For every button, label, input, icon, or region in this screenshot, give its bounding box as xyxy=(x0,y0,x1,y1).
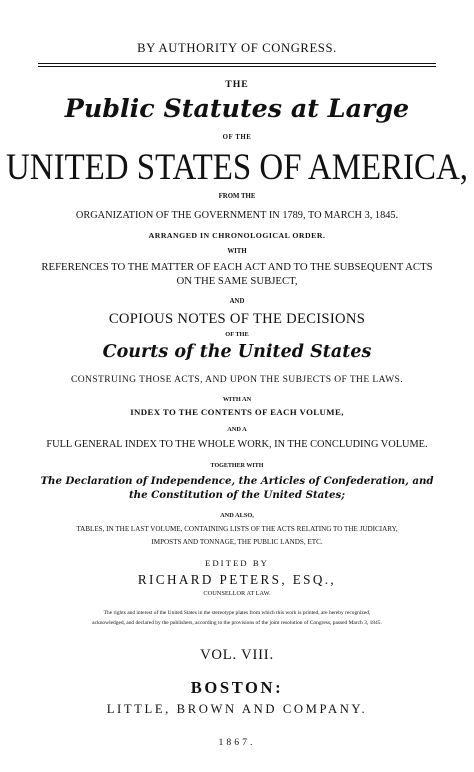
publisher-line: LITTLE, BROWN AND COMPANY. xyxy=(106,702,368,716)
rights-line-2: acknowledged, and declared by the publishers, according to the provisions of the joint resolution of Congress, passed March 3, 1845. xyxy=(92,620,382,626)
tables-line-1: TABLES, IN THE LAST VOLUME, CONTAINING LISTS OF THE ACTS RELATING TO THE JUDICIARY, xyxy=(76,525,398,533)
index-line: INDEX TO THE CONTENTS OF EACH VOLUME, xyxy=(130,407,344,417)
year-line: 1867. xyxy=(218,737,256,748)
top-rule xyxy=(38,63,436,64)
general-index-line: FULL GENERAL INDEX TO THE WHOLE WORK, IN THE CONCLUDING VOLUME. xyxy=(46,439,428,450)
counsellor-label: COUNSELLOR AT LAW. xyxy=(203,590,271,597)
volume-number: VOL. VIII. xyxy=(200,647,274,663)
tables-line-2: IMPOSTS AND TONNAGE, THE PUBLIC LANDS, ETC. xyxy=(151,538,323,546)
copious-notes-line: COPIOUS NOTES OF THE DECISIONS xyxy=(108,311,366,327)
and-label: AND xyxy=(229,298,245,305)
top-rule-thin xyxy=(38,66,436,67)
editor-name: RICHARD PETERS, ESQ., xyxy=(137,572,337,587)
arranged-line: ARRANGED IN CHRONOLOGICAL ORDER. xyxy=(148,231,326,240)
references-line-2: ON THE SAME SUBJECT, xyxy=(176,275,298,287)
period-line: ORGANIZATION OF THE GOVERNMENT IN 1789, TO MARCH 3, 1845. xyxy=(75,210,399,221)
declaration-line-1: The Declaration of Independence, the Articles of Confederation, and xyxy=(40,475,434,487)
rights-line-1: The rights and interest of the United States in the stereotype plates from which this work is printed, are hereby recognized, xyxy=(103,610,371,616)
together-with-label: TOGETHER WITH xyxy=(210,463,264,469)
with-label: WITH xyxy=(227,248,247,255)
with-an-label: WITH AN xyxy=(222,396,252,403)
edited-by-label: EDITED BY xyxy=(204,558,269,568)
and-a-label: AND A xyxy=(227,426,247,433)
country-title: UNITED STATES OF AMERICA, xyxy=(6,147,468,189)
main-title: Public Statutes at Large xyxy=(64,93,410,123)
references-line-1: REFERENCES TO THE MATTER OF EACH ACT AND TO THE SUBSEQUENT ACTS xyxy=(41,261,433,273)
city-line: BOSTON: xyxy=(190,678,284,697)
header-line: BY AUTHORITY OF CONGRESS. xyxy=(137,41,337,55)
of-the-label: OF THE xyxy=(222,134,252,141)
construing-line: CONSTRUING THOSE ACTS, AND UPON THE SUBJECTS OF THE LAWS. xyxy=(70,374,404,385)
from-the-label: FROM THE xyxy=(218,193,256,200)
courts-title: Courts of the United States xyxy=(102,342,372,362)
of-the-label-2: OF THE xyxy=(225,331,249,338)
and-also-label: AND ALSO, xyxy=(220,512,254,519)
the-label: THE xyxy=(225,79,249,90)
declaration-line-2: the Constitution of the United States; xyxy=(128,489,346,501)
